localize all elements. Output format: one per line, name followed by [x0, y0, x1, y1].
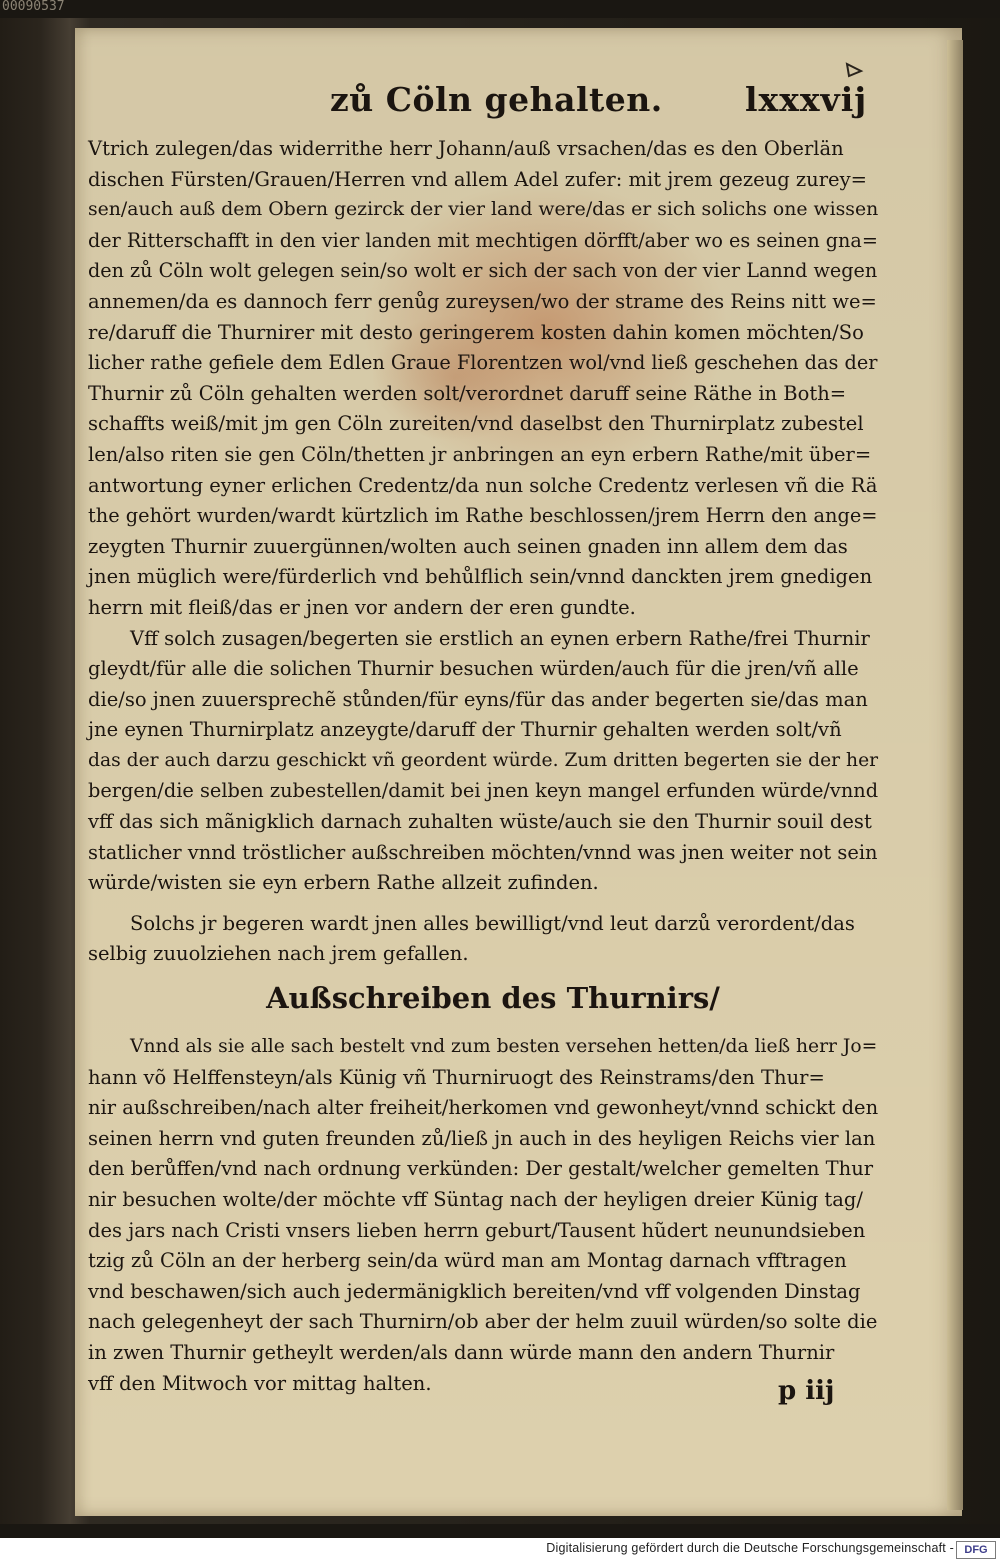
text-line: Solchs jr begeren wardt jnen alles bewilligt/vnd leut darzů verordent/das — [130, 911, 855, 935]
text-line: des jars nach Cristi vnsers lieben herrn geburt/Tausent hũdert neunundsieben — [88, 1218, 866, 1242]
text-line: antwortung eyner erlichen Credentz/da nun solche Credentz verlesen vñ die Rä — [88, 473, 878, 497]
text-line: Vtrich zulegen/das widerrithe herr Johann/auß vrsachen/das es den Oberlän — [88, 137, 844, 160]
text-line: den berůffen/vnd nach ordnung verkünden: Der gestalt/welcher gemelten Thur — [88, 1157, 874, 1181]
text-line: selbig zuuolziehen nach jrem gefallen. — [88, 942, 469, 966]
paragraph-3 — [88, 909, 878, 970]
text-line: dischen Fürsten/Grauen/Herren vnd allem Adel zufer: mit jrem gezeug zurey= — [88, 167, 867, 191]
text-line: seinen herrn vnd guten freunden zů/ließ jn auch in des heyligen Reichs vier lan — [88, 1126, 876, 1150]
text-line: gleydt/für alle die solichen Thurnir besuchen würden/auch für die jren/vñ alle — [88, 657, 859, 681]
text-line: the gehört wurden/wardt kürtzlich im Rathe beschlossen/jrem Herrn den ange= — [88, 504, 878, 528]
text-line: jnen müglich were/fürderlich vnd behůlflich sein/vnnd danckten jrem gnedigen — [88, 565, 873, 589]
page-edge — [947, 40, 963, 1510]
text-line: re/daruff die Thurnirer mit desto geringerem kosten dahin komen möchten/So — [88, 320, 864, 344]
text-line: würde/wisten sie eyn erbern Rathe allzeit zufinden. — [88, 871, 599, 895]
text-line: vnd beschawen/sich auch jedermänigklich bereiten/vnd vff volgenden Dinstag — [88, 1279, 861, 1303]
text-line: der Ritterschafft in den vier landen mit mechtigen dörfft/aber wo es seinen gna= — [88, 228, 878, 252]
text-line: den zů Cöln wolt gelegen sein/so wolt er sich der sach von der vier Lannd wegen — [88, 259, 878, 283]
text-line: bergen/die selben zubestellen/damit bei jnen keyn mangel erfunden würde/vnnd — [88, 779, 879, 803]
text-line: die/so jnen zuuersprechẽ stůnden/für eyns/für das ander begerten sie/das man — [88, 687, 868, 711]
text-line: Vnnd als sie alle sach bestelt vnd zum besten versehen hetten/da ließ herr Jo= — [130, 1036, 878, 1058]
text-line: zeygten Thurnir zuuergünnen/wolten auch seinen gnaden inn allem dem das — [88, 534, 848, 558]
text-line: sen/auch auß dem Obern gezirck der vier land were/das er sich solichs one wissen — [88, 199, 879, 221]
text-line: schaffts weiß/mit jm gen Cöln zureiten/vnd daselbst den Thurnirplatz zubestel — [88, 412, 864, 436]
paragraph-1 — [88, 134, 878, 624]
signature-mark: p iij — [778, 1376, 835, 1406]
funding-credit: Digitalisierung gefördert durch die Deutsche Forschungsgemeinschaft - — [546, 1541, 954, 1555]
text-line: nach gelegenheyt der sach Thurnirn/ob aber der helm zuuil würden/so solte die — [88, 1310, 878, 1334]
text-line: jne eynen Thurnirplatz anzeygte/daruff der Thurnir gehalten werden solt/vñ — [88, 718, 842, 742]
scan-id-label: 00090537 — [2, 0, 65, 14]
section-heading: Außschreiben des Thurnirs/ — [266, 981, 720, 1016]
page-header — [75, 80, 962, 130]
text-line: herrn mit fleiß/das er jnen vor andern der eren gundte. — [88, 595, 636, 619]
text-line: vff den Mitwoch vor mittag halten. — [88, 1371, 432, 1395]
footer-bar — [0, 1538, 1000, 1562]
folio-number: lxxxvij — [745, 80, 868, 119]
text-line: vff das sich mãnigklich darnach zuhalten wüste/auch sie den Thurnir souil dest — [88, 810, 872, 834]
text-line: nir außschreiben/nach alter freiheit/herkomen vnd gewonheyt/vnnd schickt den — [88, 1096, 879, 1120]
text-block — [88, 134, 878, 1399]
running-head: zů Cöln gehalten. — [330, 80, 663, 119]
spacer — [88, 1022, 878, 1032]
spacer — [88, 899, 878, 909]
text-line: das der auch darzu geschickt vñ geordent würde. Zum dritten begerten sie der her — [88, 749, 879, 771]
text-line: Vff solch zusagen/begerten sie erstlich an eynen erbern Rathe/frei Thurnir — [130, 626, 870, 650]
text-line: Thurnir zů Cöln gehalten werden solt/verordnet daruff seine Räthe in Both= — [88, 381, 847, 405]
text-line: len/also riten sie gen Cöln/thetten jr anbringen an eyn erbern Rathe/mit über= — [88, 442, 872, 466]
margin-mark-icon — [845, 62, 865, 82]
text-line: annemen/da es dannoch ferr genůg zureysen/wo der strame des Reins nitt we= — [88, 289, 877, 313]
paragraph-4 — [88, 1032, 878, 1399]
text-line: statlicher vnnd tröstlicher außschreiben möchten/vnnd was jnen weiter not sein — [88, 840, 878, 864]
text-line: nir besuchen wolte/der möchte vff Süntag nach der heyligen dreier Künig tag/ — [88, 1188, 863, 1211]
dfg-logo: DFG — [956, 1541, 996, 1559]
text-line: licher rathe gefiele dem Edlen Graue Florentzen wol/vnd ließ geschehen das der — [88, 351, 878, 375]
paragraph-2 — [88, 624, 878, 899]
text-line: hann võ Helffensteyn/als Künig vñ Thurniruogt des Reinstrams/den Thur= — [88, 1065, 825, 1089]
text-line: tzig zů Cöln an der herberg sein/da würd man am Montag darnach vfftragen — [88, 1249, 847, 1273]
text-line: in zwen Thurnir getheylt werden/als dann würde mann den andern Thurnir — [88, 1340, 835, 1364]
